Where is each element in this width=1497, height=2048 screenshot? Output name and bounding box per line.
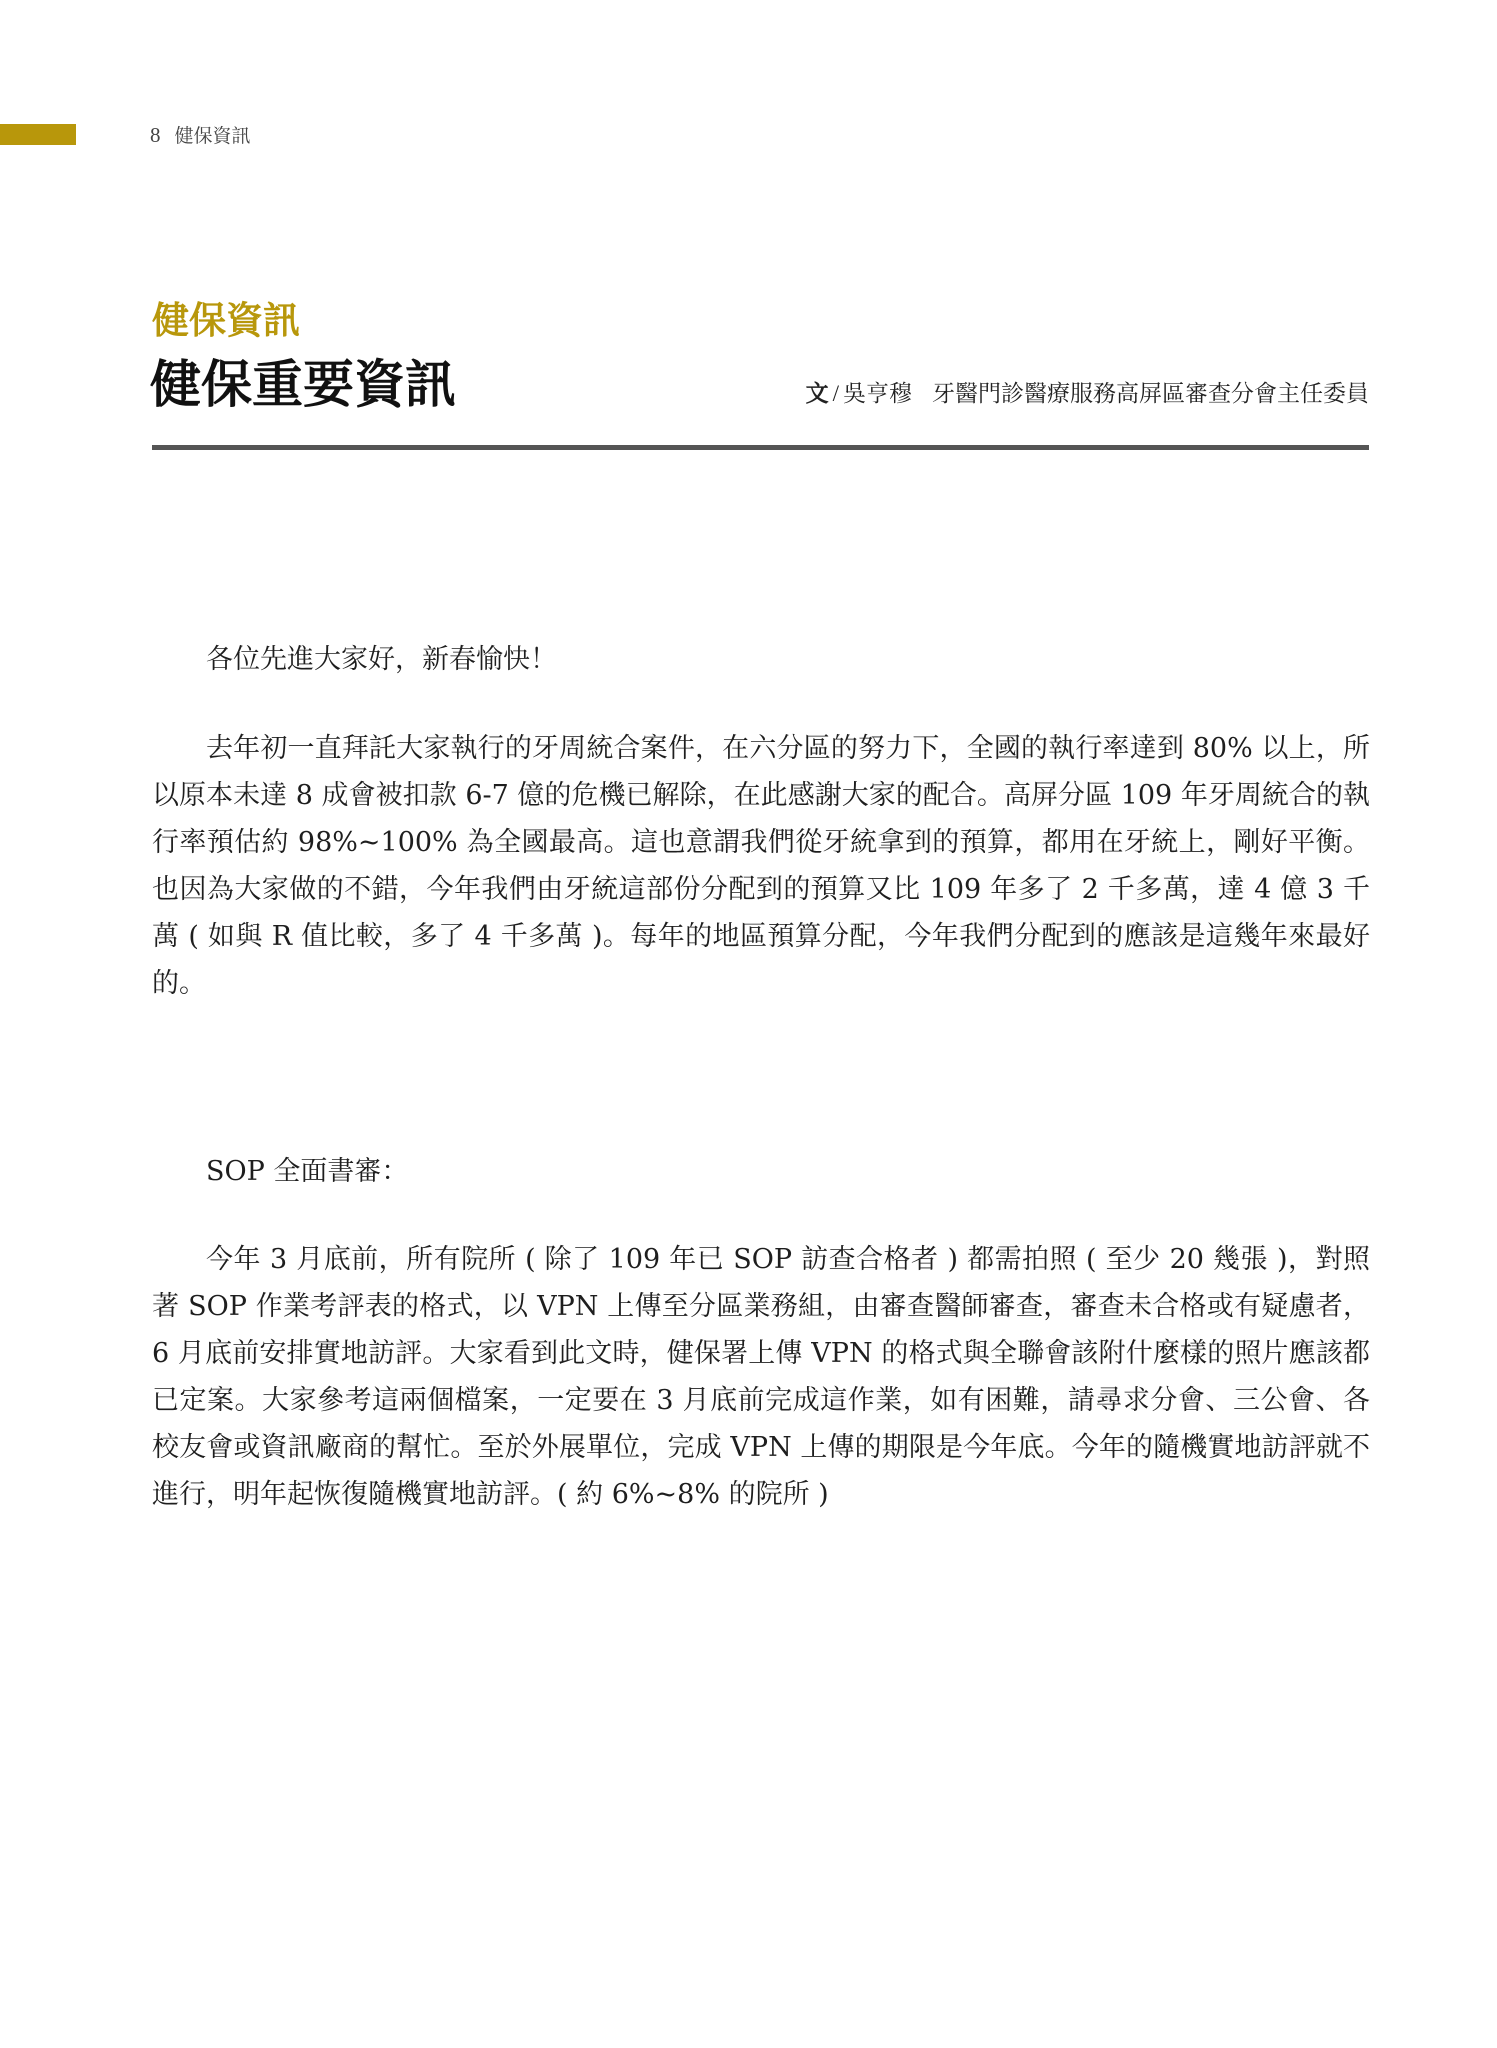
header-accent-bar — [0, 124, 76, 145]
body-paragraph-greeting — [152, 636, 1370, 683]
paragraph-text: 各位先進大家好，新春愉快！ — [206, 644, 557, 675]
byline-author: 吳亨穆 — [843, 381, 912, 407]
paragraph-text: 今年 3 月底前，所有院所 ( 除了 109 年已 SOP 訪查合格者 ) 都需拍照 ( 至少 20 幾張 )，對照著 SOP 作業考評表的格式，以 VPN 上傳至分區業務組，由審查醫師審查，審查未合格或有疑慮者，6 月底前安排實地訪評。大家看到此文時，健保署上傳 VPN 的格式與全聯會該附什麼樣的照片應該都已定案。大家參考這兩個檔案，一定要在 3 月底前完成這作業，如有困難，請尋求分會、三公會、各校友會或資訊廠商的幫忙。至於外展單位，完成 VPN 上傳的期限是今年底。今年的隨機實地訪評就不進行，明年起恢復隨機實地訪評。( 約 6%~8% 的院所 ) — [152, 1244, 1370, 1510]
byline-slash: / — [832, 381, 839, 406]
title-divider — [152, 445, 1369, 450]
byline — [806, 378, 1369, 410]
paragraph-text: 去年初一直拜託大家執行的牙周統合案件，在六分區的努力下，全國的執行率達到 80% 以上，所以原本未達 8 成會被扣款 6-7 億的危機已解除，在此感謝大家的配合。高屏分區 109 年牙周統合的執行率預估約 98%~100% 為全國最高。這也意謂我們從牙統拿到的預算，都用在牙統上，剛好平衡。也因為大家做的不錯，今年我們由牙統這部份分配到的預算又比 109 年多了 2 千多萬，達 4 億 3 千萬 ( 如與 R 值比較，多了 4 千多萬 )。每年的地區預算分配，今年我們分配到的應該是這幾年來最好的。 — [152, 733, 1370, 999]
running-header — [150, 121, 251, 150]
article-title: 健保重要資訊 — [150, 356, 457, 415]
byline-role: 牙醫門診醫療服務高屏區審查分會主任委員 — [932, 381, 1369, 407]
body-paragraph-sop-heading — [152, 1148, 1370, 1195]
body-paragraph-periodontal — [152, 725, 1370, 1007]
page-number: 8 — [150, 123, 161, 147]
running-header-section: 健保資訊 — [174, 125, 251, 147]
byline-prefix: 文 — [805, 381, 829, 407]
body-paragraph-sop-review — [152, 1236, 1370, 1518]
section-kicker: 健保資訊 — [152, 299, 300, 342]
paragraph-text: SOP 全面書審： — [206, 1156, 409, 1187]
